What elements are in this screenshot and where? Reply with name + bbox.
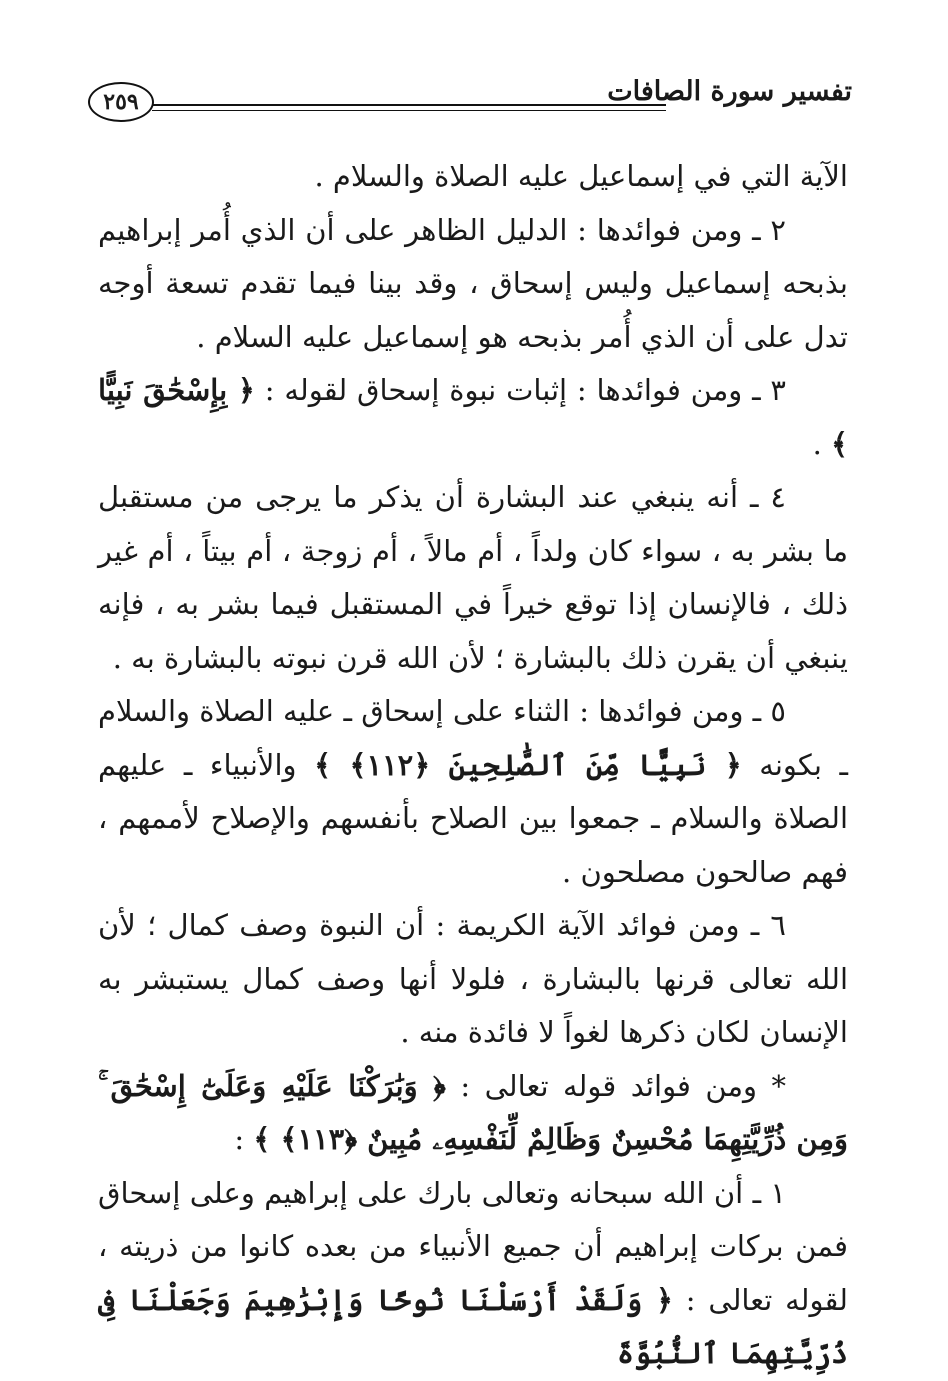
page-number-badge: ٢٥٩ <box>88 82 154 122</box>
page-header <box>88 70 852 120</box>
paragraph <box>98 685 848 899</box>
paragraph-text: ٣ ـ ومن فوائدها : إثبات نبوة إسحاق لقوله : <box>254 373 786 407</box>
paragraph-text: ١ ـ أن الله سبحانه وتعالى بارك على إبراهيم وعلى إسحاق فمن بركات إبراهيم أن جميع الأنبياء من بعده كانوا من ذريته ، لقوله تعالى : <box>98 1175 848 1317</box>
paragraph <box>98 899 848 1060</box>
paragraph-text: : <box>234 1122 254 1156</box>
paragraph-text: ٦ ـ ومن فوائد الآية الكريمة : أن النبوة وصف كمال ؛ لأن الله تعالى قرنها بالبشارة ، فلولا أنها وصف كمال يستبشر به الإنسان لكان ذكرها لغواً لا فائدة منه . <box>98 908 848 1049</box>
header-rule <box>152 104 666 111</box>
quran-verse: ﴿ وَبَٰرَكْنَا عَلَيْهِ وَعَلَىٰٓ إِسْحَٰقَ ۚ وَمِن ذُرِّيَّتِهِمَا مُحْسِنٌ وَظَالِمٌ لِّنَفْسِهِۦ مُبِينٌ ﴿١١٣﴾ ﴾ <box>98 1068 848 1156</box>
paragraph-text: ٥ ـ ومن فوائدها : الثناء على إسحاق ـ عليه الصلاة والسلام ـ بكونه <box>98 694 848 782</box>
quran-verse: ﴿ نَبِيًّا مِّنَ ٱلصَّٰلِحِينَ ﴿١١٢﴾ ﴾ <box>314 747 742 782</box>
paragraph <box>98 1060 848 1167</box>
paragraph <box>98 150 848 204</box>
paragraph <box>98 471 848 685</box>
quran-verse: ﴿ وَلَقَدْ أَرْسَلْنَا نُوحًا وَإِبْرَٰهِيمَ وَجَعَلْنَا فِى ذُرِّيَّتِهِمَا ٱلنُّبُوَّةَ <box>98 1282 848 1370</box>
paragraph-text: ٤ ـ أنه ينبغي عند البشارة أن يذكر ما يرجى من مستقبل ما بشر به ، سواء كان ولداً ، أم مالاً ، أم زوجة ، أم بيتاً ، أم غير ذلك ، فالإنسان إذا توقع خيراً في المستقبل فيما بشر به ، فإنه ينبغي أن يقرن ذلك بالبشارة ؛ لأن الله قرن نبوته بالبشارة به . <box>98 480 848 675</box>
paragraph-text: الآية التي في إسماعيل عليه الصلاة والسلام . <box>314 159 848 193</box>
quran-verse: ﴿ بِإِسْحَٰقَ نَبِيًّا ﴾ <box>98 373 848 461</box>
page-title: تفسير سورة الصافات <box>607 76 852 107</box>
paragraph-text: * ومن فوائد قوله تعالى : <box>445 1068 787 1103</box>
paragraph <box>98 1167 848 1381</box>
paragraph <box>98 364 848 471</box>
paragraph-text: . <box>812 426 831 461</box>
page-body <box>98 150 848 1381</box>
paragraph <box>98 204 848 365</box>
paragraph-text: ٢ ـ ومن فوائدها : الدليل الظاهر على أن الذي أُمر إبراهيم بذبحه إسماعيل وليس إسحاق ، وقد بينا فيما تقدم تسعة أوجه تدل على أن الذي أُمر بذبحه هو إسماعيل عليه السلام . <box>98 212 848 354</box>
paragraph-text: والأنبياء ـ عليهم الصلاة والسلام ـ جمعوا بين الصلاح بأنفسهم والإصلاح لأممهم ، فهم صالحون مصلحون . <box>98 747 848 889</box>
